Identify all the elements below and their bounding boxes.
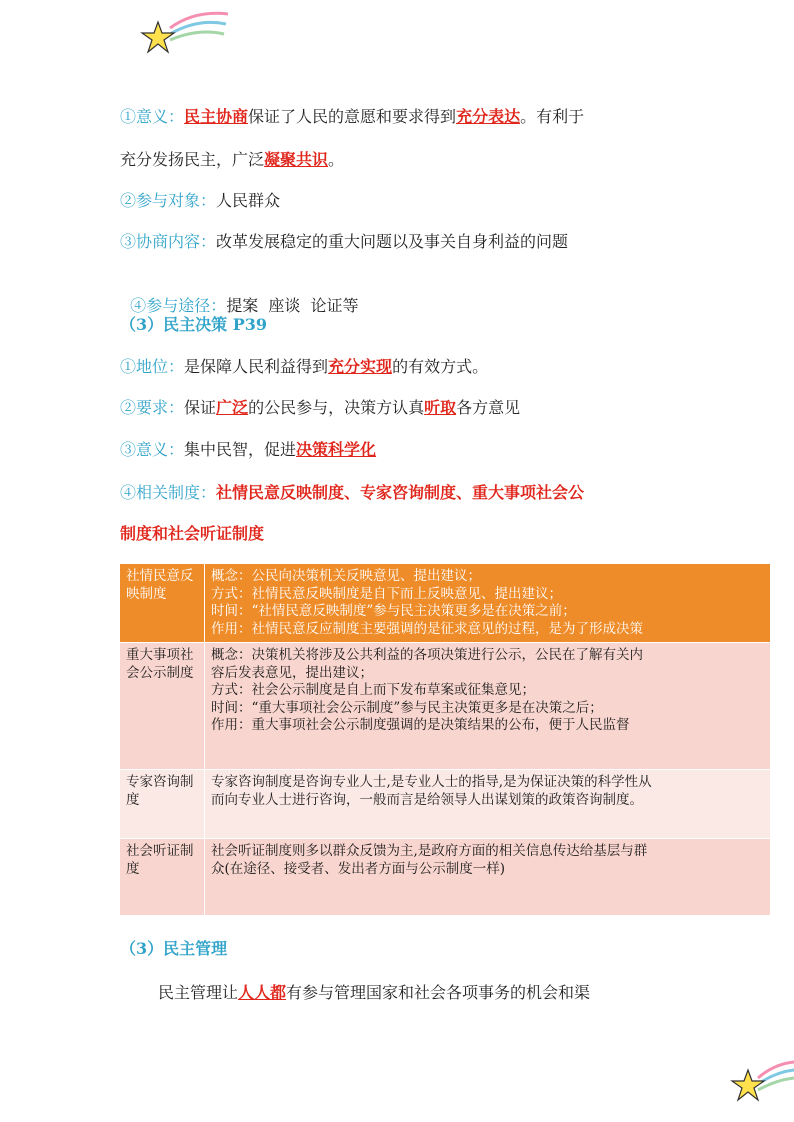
cell-line: 专家咨询制度是咨询专业人士,是专业人士的指导,是为保证决策的科学性从 (211, 774, 652, 790)
circled-number: ② (120, 398, 137, 417)
cell-line: 容后发表意见，提出建议； (211, 664, 373, 681)
related-systems-item-cont (120, 523, 264, 545)
item-label: 要求： (136, 398, 185, 417)
status-item (120, 356, 488, 378)
text: 改革发展稳定的重大问题以及事关自身利益的问题 (216, 232, 569, 251)
item-label: 意义： (136, 440, 185, 459)
item-label: 协商内容： (136, 232, 217, 251)
cell-line: 作用：社情民意反应制度主要强调的是征求意见的过程，是为了形成决策 (211, 620, 643, 637)
cell-line: 时间：“重大事项社会公示制度”参与民主决策更多是在决策之后； (211, 699, 603, 716)
text: 各方意见 (456, 398, 521, 417)
row-content (205, 643, 771, 770)
table-row (120, 770, 770, 839)
text: 充分发扬民主，广泛 (120, 150, 265, 169)
cell-line: 概念：公民向决策机关反映意见、提出建议； (211, 568, 481, 584)
text: 提案 座谈 论证等 (226, 296, 359, 315)
meaning-paragraph (120, 106, 584, 128)
row-key: 社情民意反映制度 (120, 564, 205, 643)
cell-line: 作用：重大事项社会公示制度强调的是决策结果的公布，便于人民监督 (211, 717, 630, 733)
text: 。有利于 (520, 107, 585, 126)
circled-number: ③ (120, 440, 137, 459)
circled-number: ① (120, 107, 137, 126)
systems-table (120, 564, 770, 915)
key-term: 听取 (424, 398, 457, 417)
approach-item (120, 273, 359, 317)
key-term: 决策科学化 (296, 440, 377, 459)
text: 有参与管理国家和社会各项事务的机会和渠 (286, 983, 591, 1002)
row-key: 专家咨询制度 (120, 770, 205, 839)
item-label: 意义： (136, 107, 185, 126)
text: 人民群众 (216, 191, 281, 210)
key-term: 充分表达 (456, 107, 521, 126)
key-term: 社情民意反映制度、专家咨询制度、重大事项社会公 (216, 483, 585, 502)
item-label: 地位： (136, 357, 185, 376)
key-term: 民主协商 (184, 107, 249, 126)
row-key: 社会听证制度 (120, 839, 205, 916)
key-term: 广泛 (216, 398, 249, 417)
table-row (120, 839, 770, 916)
table-row (120, 643, 770, 770)
cell-line: 概念：决策机关将涉及公共利益的各项决策进行公示，公民在了解有关内 (211, 647, 643, 663)
row-content (205, 839, 771, 916)
key-term: 凝聚共识 (264, 150, 329, 169)
management-paragraph (158, 982, 590, 1004)
table-row (120, 564, 770, 643)
cell-line: 众(在途径、接受者、发出者方面与公示制度一样) (211, 860, 506, 877)
shooting-star-icon-top (140, 8, 230, 58)
row-content (205, 564, 771, 643)
cell-line: 社会听证制度则多以群众反馈为主,是政府方面的相关信息传达给基层与群 (211, 843, 648, 859)
text: 民主管理让 (158, 983, 239, 1002)
participants-item (120, 190, 280, 212)
requirement-item (120, 397, 520, 419)
circled-number: ① (120, 357, 137, 376)
text: 的公民参与，决策方认真 (248, 398, 425, 417)
cell-line: 方式：社会公示制度是自上而下发布草案或征集意见； (211, 682, 535, 698)
text: 是保障人民利益得到 (184, 357, 329, 376)
circled-number: ③ (120, 232, 137, 251)
significance-item (120, 439, 376, 461)
item-label: 相关制度： (136, 483, 217, 502)
row-key: 重大事项社会公示制度 (120, 643, 205, 770)
key-term: 充分实现 (328, 357, 393, 376)
circled-number: ④ (130, 296, 147, 315)
content-item (120, 231, 568, 253)
circled-number: ④ (120, 483, 137, 502)
cell-line: 方式：社情民意反映制度是自下而上反映意见、提出建议； (211, 585, 562, 602)
section-heading: （3）民主决策 P39 (120, 315, 268, 334)
related-systems-item (120, 482, 584, 504)
text: 保证 (184, 398, 217, 417)
key-term: 制度和社会听证制度 (120, 524, 265, 543)
item-label: 参与对象： (136, 191, 217, 210)
section-heading: （3）民主管理 (120, 939, 228, 958)
item-label: 参与途径： (146, 296, 227, 315)
key-term: 人人都 (238, 983, 287, 1002)
text: 保证了人民的意愿和要求得到 (248, 107, 457, 126)
text: 集中民智，促进 (184, 440, 297, 459)
text: 。 (328, 150, 345, 169)
cell-line: 时间：“社情民意反映制度”参与民主决策更多是在决策之前； (211, 603, 576, 619)
meaning-paragraph-cont (120, 149, 344, 171)
text: 的有效方式。 (392, 357, 489, 376)
shooting-star-icon-bottom (730, 1058, 794, 1106)
cell-line: 而向专业人士进行咨询，一般而言是给领导人出谋划策的政策咨询制度。 (211, 791, 643, 808)
circled-number: ② (120, 191, 137, 210)
row-content (205, 770, 771, 839)
